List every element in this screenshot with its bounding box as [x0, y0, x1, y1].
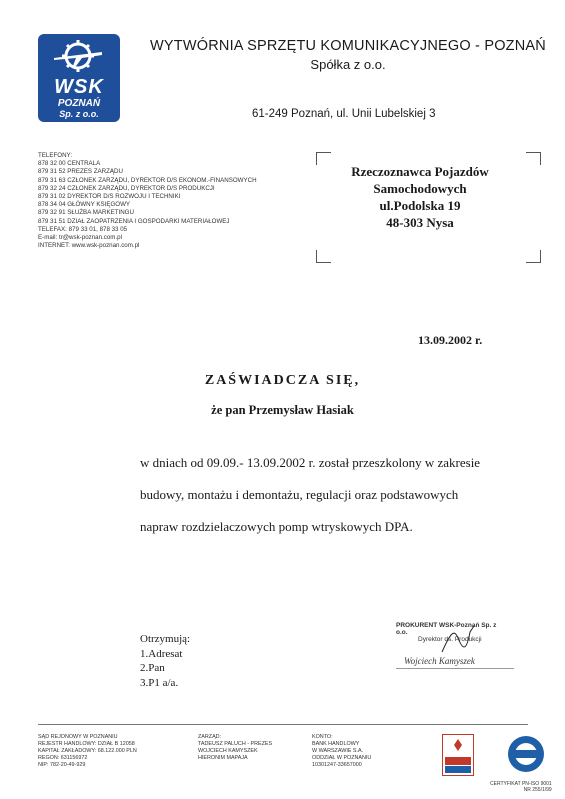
contact-line: INTERNET: www.wsk-poznan.com.pl — [38, 242, 140, 250]
footer-board — [198, 734, 272, 762]
footer-line: BANK HANDLOWY — [312, 741, 360, 747]
logo-brand: WSK — [54, 76, 104, 98]
signature-stamp — [396, 622, 508, 670]
gear-airplane-icon — [52, 38, 104, 74]
footer-line: HIERONIM MAPAJA — [198, 755, 248, 761]
address-corner-bottom-right — [526, 250, 541, 263]
certificate-line: NR 255/1/99 — [523, 787, 552, 793]
signature-line — [396, 668, 514, 669]
footer-line: W WARSZAWIE S.A. — [312, 748, 364, 754]
body-line: napraw rozdzielaczowych pomp wtryskowych DPA. — [140, 519, 413, 534]
contact-line: 879 32 91 SŁUŻBA MARKETINGU — [38, 209, 134, 217]
contact-line: 879 31 63 CZŁONEK ZARZĄDU, DYREKTOR D/S EKONOM.-FINANSOWYCH — [38, 176, 257, 184]
body-line: w dniach od 09.09.- 13.09.2002 r. został przeszkolony w zakresie — [140, 455, 481, 470]
address-corner-top-right — [526, 152, 541, 165]
footer-line: ODDZIAŁ W POZNANIU — [312, 755, 372, 761]
distribution-heading: Otrzymują: — [140, 633, 191, 645]
logo-suffix: Sp. z o.o. — [59, 109, 99, 119]
company-address: 61-249 Poznań, ul. Unii Lubelskiej 3 — [252, 108, 436, 120]
recipient-line: Samochodowych — [373, 181, 467, 196]
logo-city: POZNAŃ — [57, 98, 101, 109]
certified-person: że pan Przemysław Hasiak — [211, 403, 354, 417]
recipient-address — [330, 163, 510, 231]
contact-line: 879 31 02 DYREKTOR D/S ROZWOJU I TECHNIKI — [38, 193, 181, 201]
recipient-line: 48-303 Nysa — [386, 215, 454, 230]
contact-line: TELEFONY: — [38, 152, 73, 159]
footer-line: WOJCIECH KAMYSZEK — [198, 748, 258, 754]
company-legal-form: Spółka z o.o. — [310, 57, 386, 72]
body-line: budowy, montażu i demontażu, regulacji oraz podstawowych — [140, 487, 459, 502]
contact-line: 879 31 51 DZIAŁ ZAOPATRZENIA I GOSPODARKI MATERIAŁOWEJ — [38, 217, 230, 225]
distribution-list — [140, 632, 190, 690]
document-title: ZAŚWIADCZA SIĘ, — [204, 373, 361, 388]
certificate-line: CERTYFIKAT PN-ISO 9001 — [490, 781, 552, 787]
contact-line: E-mail: tr@wsk-poznan.com.pl — [38, 234, 122, 242]
company-name: WYTWÓRNIA SPRZĘTU KOMUNIKACYJNEGO - POZNAŃ — [150, 38, 546, 54]
contact-list — [38, 152, 257, 250]
certificate-note — [490, 781, 552, 793]
recipient-line: Rzeczoznawca Pojazdów — [351, 164, 489, 179]
footer-line: TADEUSZ PALUCH - PREZES — [198, 741, 273, 747]
footer-line: REGON: 631156972 — [38, 755, 88, 761]
pcbc-certification-icon — [442, 734, 474, 776]
signature-name: Wojciech Kamyszek — [404, 656, 475, 666]
iqnet-certification-icon — [506, 734, 546, 774]
recipient-line: ul.Podolska 19 — [379, 198, 461, 213]
stamp-line: PROKURENT WSK-Poznań Sp. z o.o. — [396, 622, 497, 636]
address-corner-bottom-left — [316, 250, 331, 263]
contact-line: 878 32 00 CENTRALA — [38, 160, 101, 168]
footer-line: SĄD REJONOWY W POZNANIU — [38, 734, 118, 740]
document-date: 13.09.2002 r. — [418, 333, 483, 347]
footer-bank — [312, 734, 371, 769]
signature-scribble-icon — [440, 624, 480, 656]
stamp-line: Dyrektor ds. Produkcji — [418, 636, 482, 643]
footer-court — [38, 734, 137, 769]
footer-line: REJESTR HANDLOWY: DZIAŁ B 12058 — [38, 741, 135, 747]
distribution-item: 3.P1 a/a. — [140, 676, 179, 689]
company-logo — [38, 34, 120, 122]
footer-line: KAPITAŁ ZAKŁADOWY: 68.122.000 PLN — [38, 748, 137, 754]
footer-line: NIP: 782-20-49-929 — [38, 762, 86, 768]
distribution-item: 1.Adresat — [140, 647, 183, 660]
footer-divider — [38, 724, 528, 725]
footer-line: ZARZĄD: — [198, 734, 222, 740]
contact-line: 879 32 24 CZŁONEK ZARZĄDU, DYREKTOR D/S PRODUKCJI — [38, 184, 215, 192]
footer-line: 10301247-33657000 — [312, 762, 362, 768]
address-corner-top-left — [316, 152, 331, 165]
contact-line: TELEFAX: 879 33 01, 878 33 05 — [38, 225, 128, 233]
contact-line: 879 31 52 PREZES ZARZĄDU — [38, 168, 123, 176]
distribution-item: 2.Pan — [140, 662, 165, 674]
contact-line: 878 34 04 GŁÓWNY KSIĘGOWY — [38, 201, 131, 209]
footer-line: KONTO: — [312, 734, 333, 740]
